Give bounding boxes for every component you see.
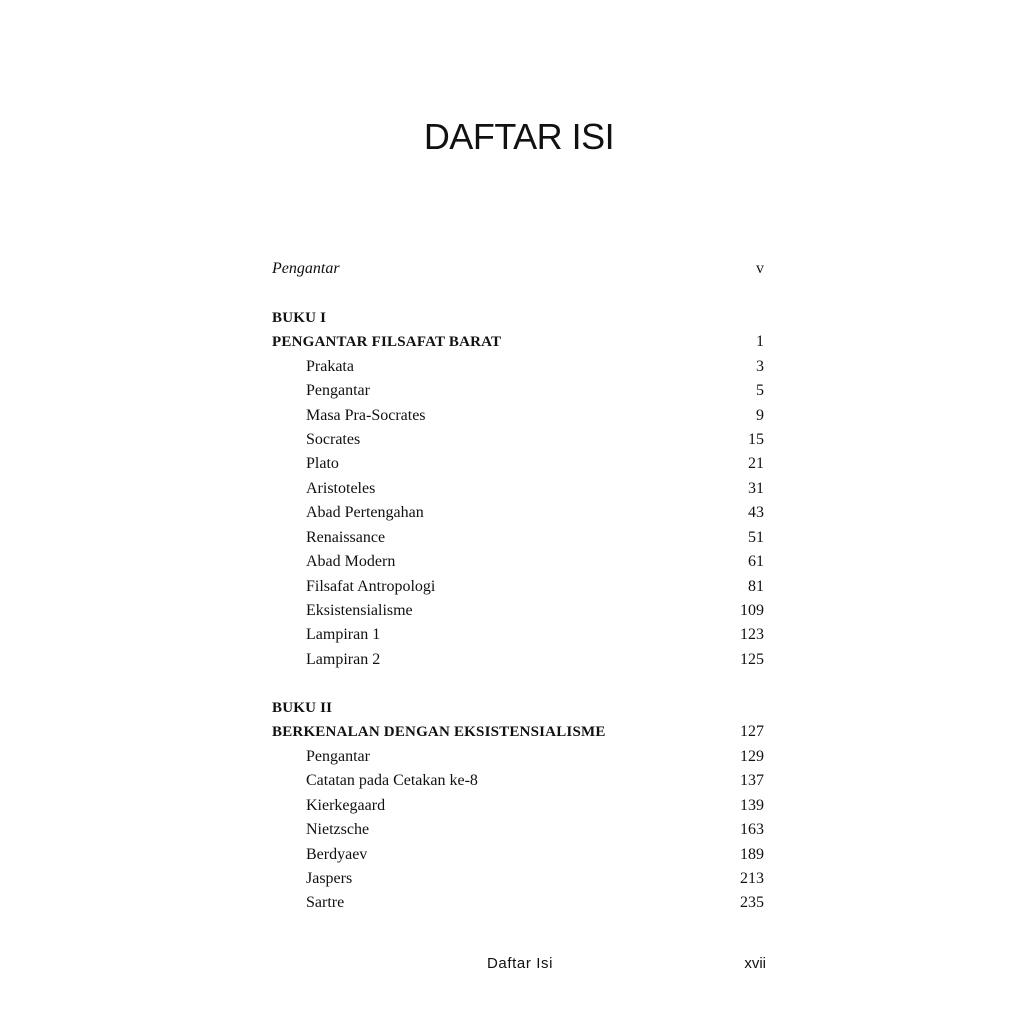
- toc-entry: [272, 404, 764, 428]
- book-1-title-label: PENGANTAR FILSAFAT BARAT: [272, 334, 502, 350]
- toc-entry: [272, 623, 764, 647]
- toc-entry-label: Renaissance: [306, 529, 386, 546]
- toc-entry-page: 15: [748, 431, 764, 448]
- toc-entry: [272, 867, 764, 891]
- toc-entry-page: 51: [748, 529, 764, 546]
- toc-entry-page: 123: [740, 626, 764, 643]
- toc-entry-label: Lampiran 2: [306, 651, 381, 668]
- toc-entry-label: Sartre: [306, 894, 345, 911]
- book-1-heading: [272, 306, 764, 330]
- toc-entry-label: Berdyaev: [306, 846, 368, 863]
- book-1-title: [272, 330, 764, 354]
- toc-entry-label: Socrates: [306, 431, 361, 448]
- toc-entry-label: Prakata: [306, 358, 354, 375]
- toc-entry-page: 189: [740, 846, 764, 863]
- toc-entry: [272, 550, 764, 574]
- toc-entry-label: Pengantar: [306, 748, 370, 765]
- toc-entry: [272, 843, 764, 867]
- toc-entry-page: 5: [756, 382, 764, 399]
- toc-entry: [272, 599, 764, 623]
- book-2-heading-label: BUKU II: [272, 700, 333, 716]
- toc-entry: [272, 355, 764, 379]
- toc-entry-page: 43: [748, 504, 764, 521]
- toc-entry-label: Abad Pertengahan: [306, 504, 424, 521]
- toc-entry-page: 31: [748, 480, 764, 497]
- book-2-title-label: BERKENALAN DENGAN EKSISTENSIALISME: [272, 724, 606, 740]
- toc-entry-label: Lampiran 1: [306, 626, 381, 643]
- toc-entry-label: Jaspers: [306, 870, 353, 887]
- page-number: xvii: [744, 955, 766, 972]
- toc-entry-page: 137: [740, 772, 764, 789]
- toc-entry-label: Catatan pada Cetakan ke-8: [306, 772, 478, 789]
- toc-entry: [272, 891, 764, 915]
- toc-entry: [272, 379, 764, 403]
- page-title: DAFTAR ISI: [423, 116, 615, 157]
- book-2-title: [272, 720, 764, 744]
- toc-entry: [272, 769, 764, 793]
- running-footer-title: Daftar Isi: [487, 955, 554, 972]
- toc-entry-label: Aristoteles: [306, 480, 376, 497]
- toc-entry-label: Filsafat Antropologi: [306, 578, 436, 595]
- toc-entry-label: Pengantar: [306, 382, 370, 399]
- toc-entry: [272, 745, 764, 769]
- toc-entry-label: Plato: [306, 455, 339, 472]
- toc-entry-label: Pengantar: [272, 260, 340, 277]
- book-1-heading-label: BUKU I: [272, 310, 327, 326]
- toc-entry-label: Eksistensialisme: [306, 602, 413, 619]
- toc-entry: [272, 575, 764, 599]
- toc-entry-label: Masa Pra-Socrates: [306, 407, 426, 424]
- book-1-title-page: 1: [756, 333, 764, 350]
- toc-entry-page: 163: [740, 821, 764, 838]
- toc-entry-page: 3: [756, 358, 764, 375]
- toc-entry-page: 139: [740, 797, 764, 814]
- toc-entry: [272, 452, 764, 476]
- toc-entry: [272, 428, 764, 452]
- toc-entry-page: 129: [740, 748, 764, 765]
- book-2-title-page: 127: [740, 723, 764, 740]
- toc-entry-label: Nietzsche: [306, 821, 370, 838]
- toc-entry-page: 213: [740, 870, 764, 887]
- toc-entry-page: 61: [748, 553, 764, 570]
- toc-entry-page: 9: [756, 407, 764, 424]
- toc-entry-page: 21: [748, 455, 764, 472]
- toc-entry-page: 109: [740, 602, 764, 619]
- toc-entry: [272, 526, 764, 550]
- toc-entry-page: 81: [748, 578, 764, 595]
- toc-entry-preface: [272, 257, 764, 281]
- toc-entry: [272, 794, 764, 818]
- toc-entry: [272, 501, 764, 525]
- toc-entry: [272, 477, 764, 501]
- book-2-heading: [272, 696, 764, 720]
- toc-entry: [272, 818, 764, 842]
- toc-entry-page: 235: [740, 894, 764, 911]
- toc-entry-label: Kierkegaard: [306, 797, 386, 814]
- toc-entry-page: v: [756, 260, 764, 277]
- toc-entry-page: 125: [740, 651, 764, 668]
- toc-entry-label: Abad Modern: [306, 553, 396, 570]
- toc-entry: [272, 648, 764, 672]
